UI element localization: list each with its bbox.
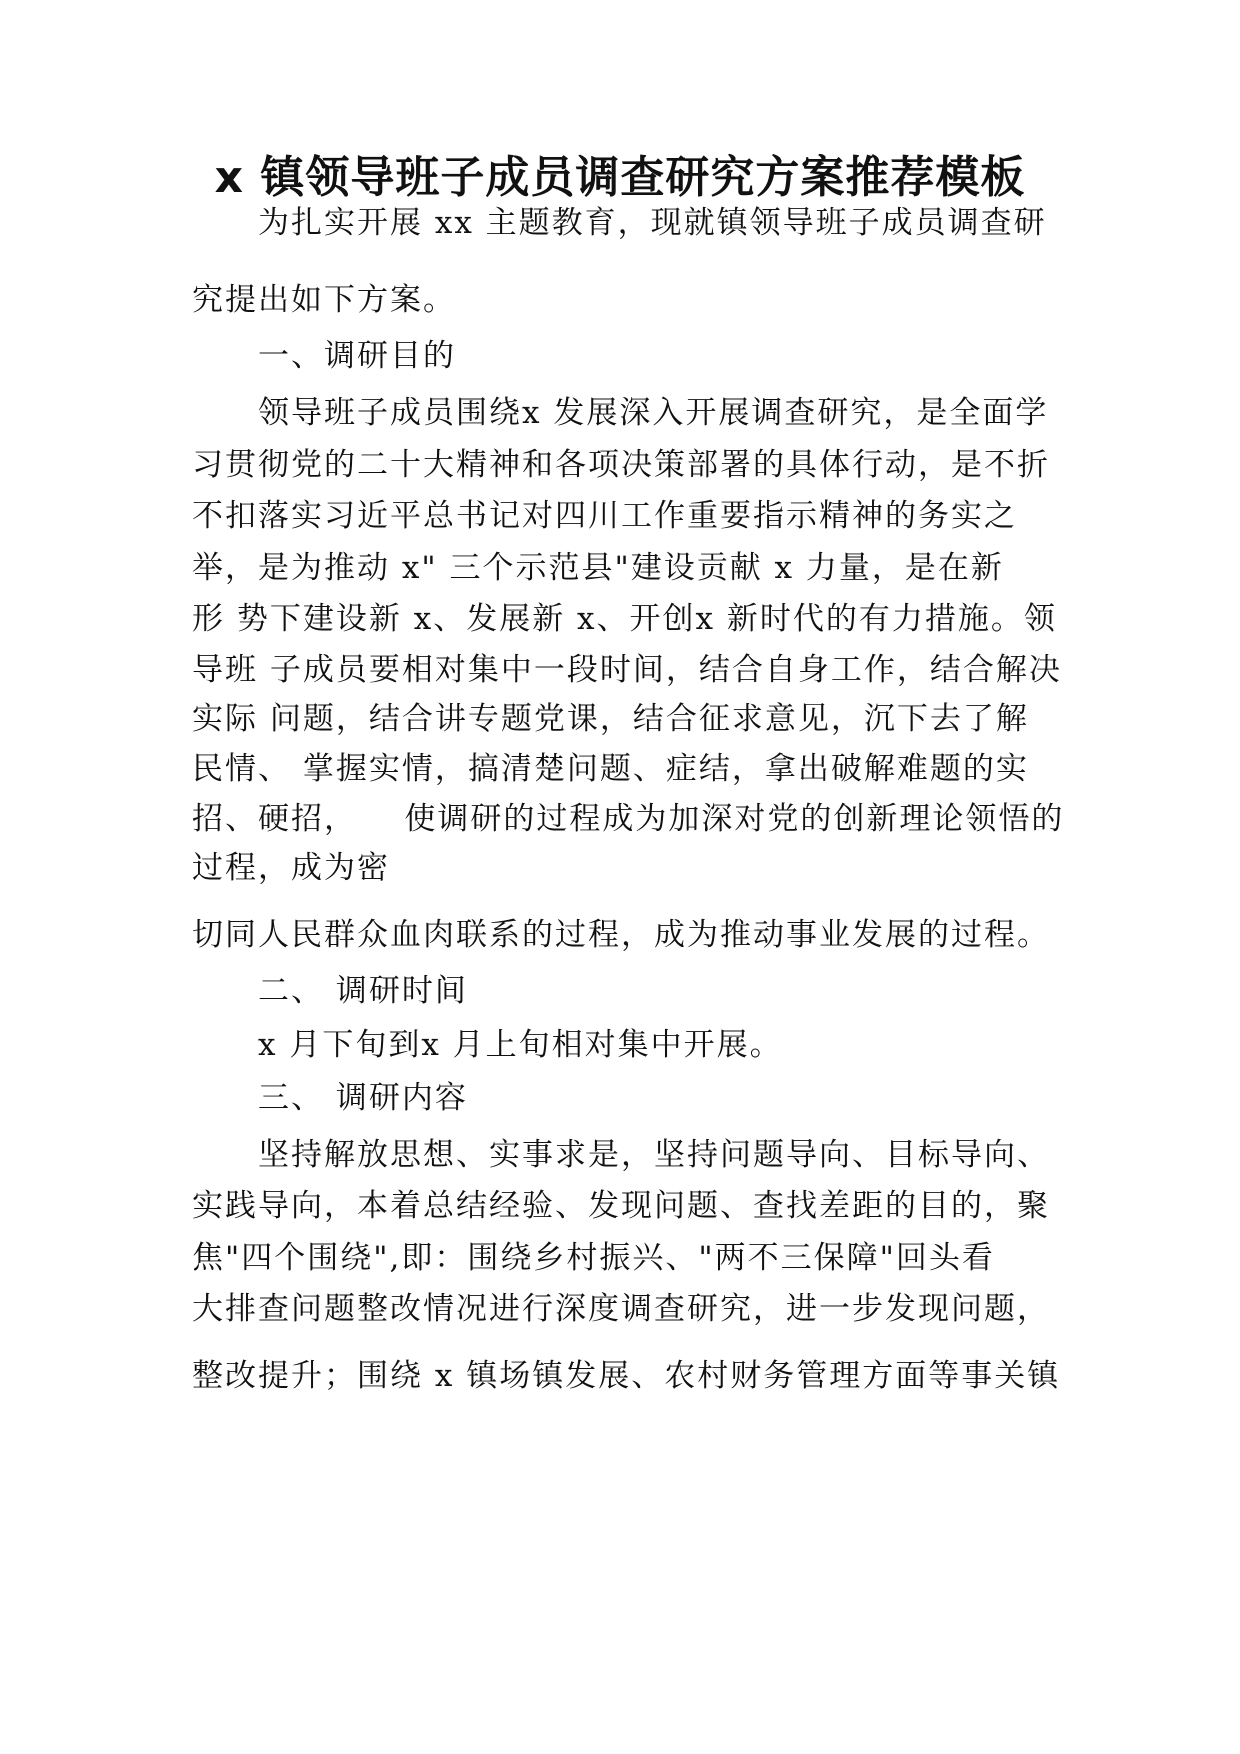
paragraph-line: 不扣落实习近平总书记对四川工作重要指示精神的务实之 [192, 498, 1017, 534]
paragraph-line: 究提出如下方案。 [192, 282, 456, 318]
paragraph-line: 为扎实开展 xx 主题教育，现就镇领导班子成员调查研 [258, 205, 1047, 241]
paragraph-line: 整改提升；围绕 x 镇场镇发展、农村财务管理方面等事关镇 [192, 1358, 1061, 1394]
paragraph-line: x 月下旬到x 月上旬相对集中开展。 [258, 1027, 783, 1063]
paragraph-line: 招、硬招， 使调研的过程成为加深对党的创新理论领悟的 [192, 801, 1065, 837]
paragraph-line: 形 势下建设新 x、发展新 x、开创x 新时代的有力措施。领 [192, 601, 1057, 637]
paragraph-line: 领导班子成员围绕x 发展深入开展调查研究，是全面学 [258, 395, 1049, 431]
paragraph-line: 大排查问题整改情况进行深度调查研究，进一步发现问题， [192, 1291, 1050, 1327]
paragraph-line: 实际 问题，结合讲专题党课，结合征求意见，沉下去了解 [192, 701, 1029, 737]
section-heading: 二、 调研时间 [258, 973, 468, 1009]
paragraph-line: 坚持解放思想、实事求是，坚持问题导向、目标导向、 [258, 1137, 1050, 1173]
document-title: x 镇领导班子成员调查研究方案推荐模板 [214, 152, 1026, 203]
section-heading: 一、调研目的 [258, 338, 456, 374]
paragraph-line: 切同人民群众血肉联系的过程，成为推动事业发展的过程。 [192, 917, 1050, 953]
paragraph-line: 实践导向，本着总结经验、发现问题、查找差距的目的，聚 [192, 1188, 1050, 1224]
paragraph-line: 焦"四个围绕",即：围绕乡村振兴、"两不三保障"回头看 [192, 1240, 995, 1276]
paragraph-line: 导班 子成员要相对集中一段时间，结合自身工作，结合解决 [192, 652, 1062, 688]
paragraph-line: 举，是为推动 x" 三个示范县"建设贡献 x 力量，是在新 [192, 550, 1004, 586]
section-heading: 三、 调研内容 [258, 1080, 468, 1116]
paragraph-line: 民情、 掌握实情，搞清楚问题、症结，拿出破解难题的实 [192, 751, 1029, 787]
paragraph-line: 习贯彻党的二十大精神和各项决策部署的具体行动，是不折 [192, 447, 1050, 483]
paragraph-line: 过程，成为密 [192, 850, 390, 886]
